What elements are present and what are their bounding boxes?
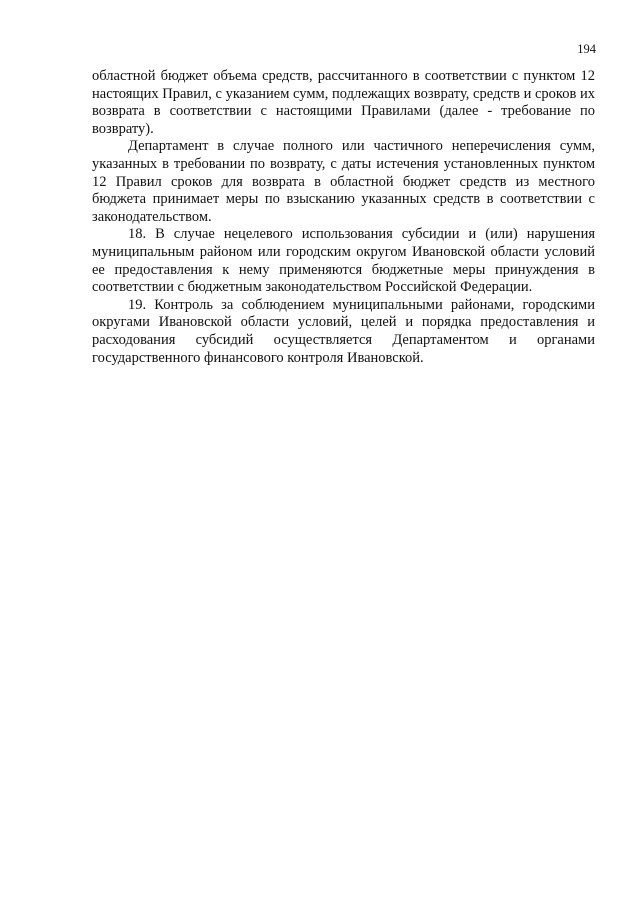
paragraph-item-18: 18. В случае нецелевого использования субсидии и (или) нарушения муниципальным районом или городским округом Ивановской области условий ее предоставления к нему применяются бюджетные меры принуждения в соответствии с бюджетным законодательством Российской Федерации. <box>92 226 595 296</box>
page-number: 194 <box>577 42 596 56</box>
document-body <box>92 68 595 367</box>
paragraph-continuation: областной бюджет объема средств, рассчитанного в соответствии с пунктом 12 настоящих Правил, с указанием сумм, подлежащих возврату, средств и сроков их возврата в соответствии с настоящими Правилами (далее - требование по возврату). <box>92 68 595 137</box>
paragraph-department-measures: Департамент в случае полного или частичного неперечисления сумм, указанных в требовании по возврату, с даты истечения установленных пунктом 12 Правил сроков для возврата в областной бюджет средств из местного бюджета принимает меры по взысканию указанных средств в соответствии с законодательством. <box>92 138 595 225</box>
paragraph-item-19: 19. Контроль за соблюдением муниципальными районами, городскими округами Ивановской области условий, целей и порядка предоставления и расходования субсидий осуществляется Департаментом и органами государственного финансового контроля Ивановской. <box>92 296 595 366</box>
